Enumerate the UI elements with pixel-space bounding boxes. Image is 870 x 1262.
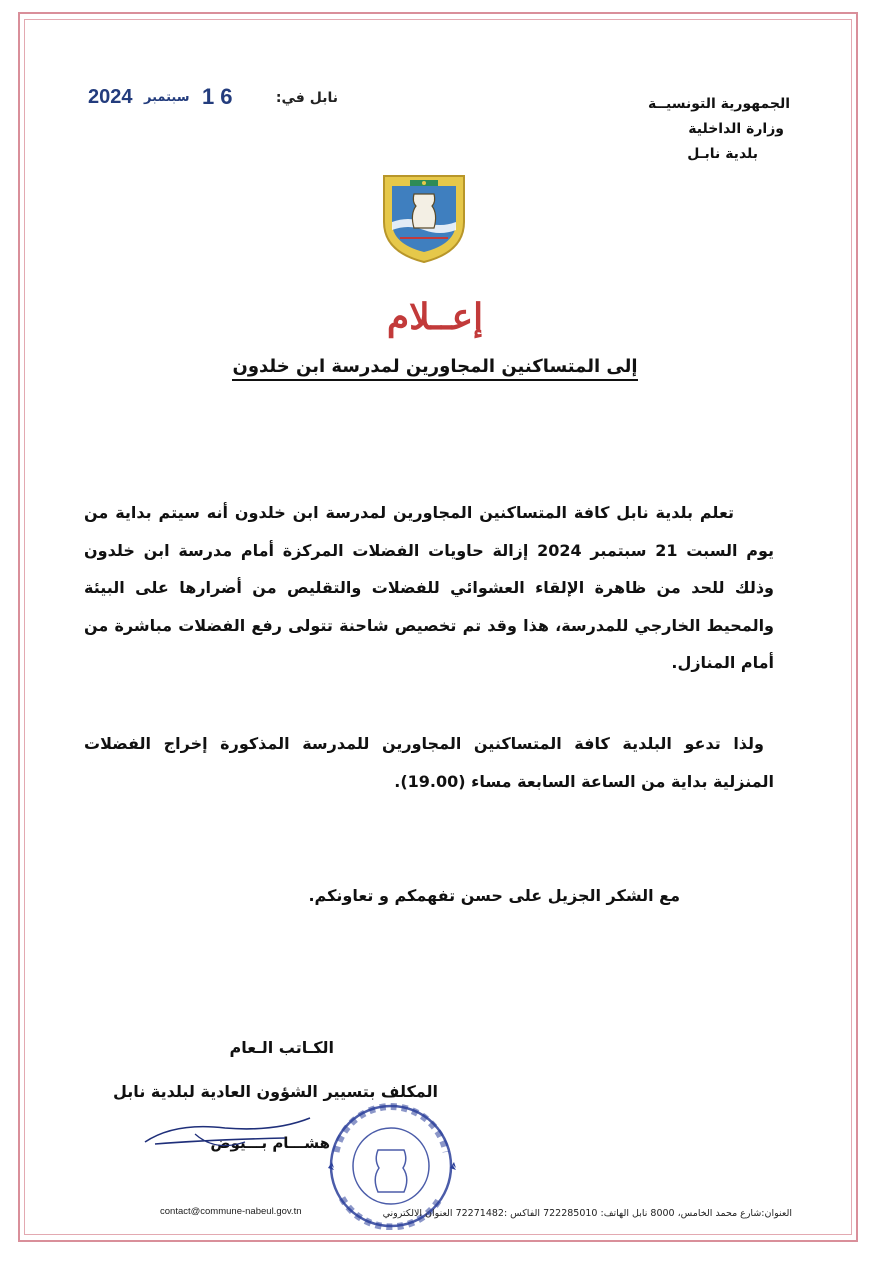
body-paragraph-1: تعلم بلدية نابل كافة المتساكنين المجاورين لمدرسة ابن خلدون أنه سيتم بداية من يوم السبت 21 سبتمبر 2024 إزالة حاويات الفضلات المركزة أمام مدرسة ابن خلدون وذلك للحد من ظاهرة الإلقاء العشوائي للفضلات والتقليص من أضرارها على البيئة والمحيط الخارجي للمدرسة، هذا وقد تم تخصيص شاحنة تتولى رفع الفضلات مباشرة من أمام المنازل. <box>84 503 774 672</box>
municipality-crest-icon <box>380 172 468 264</box>
body-paragraph-2: ولذا تدعو البلدية كافة المتساكنين المجاورين للمدرسة المذكورة إخراج الفضلات المنزلية بداية من الساعة السابعة مساء (19.00). <box>84 734 774 791</box>
letterhead-republic: الجمهورية التونسيــة <box>647 96 790 112</box>
date-place-prefix: نابل في: <box>275 90 338 106</box>
signatory-title: الكـاتب الـعام <box>229 1038 334 1057</box>
signatory-role: المكلف بتسيير الشؤون العادية لبلدية نابل <box>113 1082 438 1101</box>
signatory-name: هشـــام بـــيوض <box>210 1134 330 1152</box>
date-line <box>88 84 338 116</box>
notice-subtitle-text: إلى المتساكنين المجاورين لمدرسة ابن خلدون <box>232 356 637 381</box>
letterhead-municipality: بلدية نابـل <box>687 146 758 162</box>
letterhead-ministry: وزارة الداخلية <box>688 121 784 137</box>
letterhead <box>648 92 790 167</box>
closing-thanks: مع الشكر الجزيل على حسن تفهمكم و تعاونكم. <box>308 886 680 905</box>
notice-subtitle <box>0 356 870 377</box>
notice-title: إعــلام <box>386 296 484 338</box>
date-year: 2024 <box>88 86 133 108</box>
footer-address: العنوان:شارع محمد الخامس، 8000 نابل الهاتف: 722285010 الفاكس :72271482 العنوان الالكتروني <box>382 1208 792 1219</box>
footer-email: contact@commune-nabeul.gov.tn <box>160 1206 302 1217</box>
date-month: سبتمبر <box>144 90 190 105</box>
handwritten-signature-icon <box>135 1112 315 1162</box>
date-day: 16 <box>202 84 239 109</box>
